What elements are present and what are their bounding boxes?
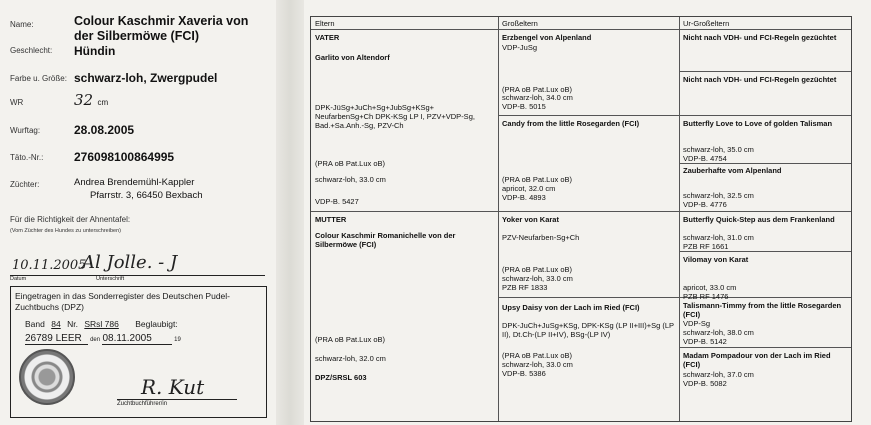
- ggp1: Nicht nach VDH- und FCI-Regeln gezüchtet: [683, 33, 837, 42]
- gp2-hd: (PRA oB Pat.Lux oB): [502, 175, 573, 184]
- ggp4-color: schwarz-loh, 32.5 cm: [683, 191, 754, 200]
- gp3-hd: (PRA oB Pat.Lux oB): [502, 265, 573, 274]
- signature-line: [10, 275, 265, 276]
- birth-label: Wurftag:: [10, 126, 41, 135]
- father-hd: (PRA oB Pat.Lux oB): [315, 159, 386, 168]
- ggp8-color: schwarz-loh, 37.0 cm: [683, 370, 754, 379]
- band-value: 84: [51, 319, 61, 329]
- ggp4-name: Zauberhafte vom Alpenland: [683, 166, 782, 175]
- tattoo-label: Täto.-Nr.:: [10, 153, 44, 162]
- gp3-color: schwarz-loh, 33.0 cm: [502, 274, 573, 283]
- correctness-note: (Vom Züchter des Hundes zu unterschreiben): [10, 228, 121, 234]
- ggp5-name: Butterfly Quick-Step aus dem Frankenland: [683, 215, 835, 224]
- wr-unit: cm: [97, 98, 109, 107]
- mother-hd: (PRA oB Pat.Lux oB): [315, 335, 386, 344]
- mother-label: MUTTER: [315, 215, 347, 224]
- place-line: [25, 333, 260, 344]
- gp4-name: Upsy Daisy von der Lach im Ried (FCI): [502, 303, 640, 312]
- column-divider: [498, 17, 499, 421]
- ggp8-name: Madam Pompadour von der Lach im Ried (FCI): [683, 351, 831, 369]
- gp3-reg: PZB RF 1833: [502, 283, 548, 292]
- ggp3-reg: VDP-B. 4754: [683, 154, 727, 163]
- tattoo-value: 276098100864995: [74, 150, 175, 164]
- header-divider: [311, 29, 851, 30]
- breeder-label: Züchter:: [10, 180, 40, 189]
- gp1-reg: VDP-B. 5015: [502, 102, 546, 111]
- datum-label: Datum: [10, 276, 27, 282]
- dog-name: Colour Kaschmir Xaveria von der Silbermöwe (FCI): [74, 14, 249, 43]
- row-divider: [679, 347, 851, 348]
- gp4-hd: (PRA oB Pat.Lux oB): [502, 351, 573, 360]
- correctness-text: Für die Richtigkeit der Ahnentafel:: [10, 215, 131, 224]
- father-reg: VDP-B. 5427: [315, 197, 359, 206]
- father-titles: DPK-JüSg+JuCh+Sg+JubSg+KSg+ NeufarbenSg+Ch DPK-KSg LP I, PZV+VDP-Sg, Bad.+Sa.Anh.-Sg, PZV-Ch: [315, 103, 475, 130]
- sex-label: Geschlecht:: [10, 46, 53, 55]
- breeder-name: Andrea Brendemühl-Kappler: [74, 177, 195, 188]
- wr-value: 32: [74, 91, 94, 109]
- color-size-label: Farbe u. Größe:: [10, 74, 67, 83]
- page-gap: [276, 0, 304, 425]
- sex-value: Hündin: [74, 44, 116, 58]
- gp4-title: DPK-JuCh+JuSg+KSg, DPK-KSg (LP II+III)+Sg (LP II), Dt.Ch-(LP II+IV), BSg-(LP IV): [502, 321, 674, 339]
- mother-name: Colour Kaschmir Romanichelle von der Silbermöwe (FCI): [315, 231, 456, 249]
- breeder-address: Pfarrstr. 3, 66450 Bexbach: [90, 190, 203, 201]
- ggp7-title: VDP-Sg: [683, 319, 711, 328]
- ggp5-reg: PZB RF 1661: [683, 242, 729, 251]
- mother-color: schwarz-loh, 32.0 cm: [315, 354, 386, 363]
- father-name: Garlito von Altendorf: [315, 53, 390, 62]
- color-size-value: schwarz-loh, Zwergpudel: [74, 71, 218, 85]
- nr-label: Nr.: [67, 319, 78, 329]
- ggp4-reg: VDP-B. 4776: [683, 200, 727, 209]
- sign-date: 10.11.2005: [12, 258, 87, 273]
- register-text: Eingetragen in das Sonderregister des Deutschen Pudel-Zuchtbuchs (DPZ): [15, 291, 230, 312]
- birth-value: 28.08.2005: [74, 123, 135, 137]
- gp1-color: schwarz-loh, 34.0 cm: [502, 93, 573, 102]
- row-divider: [679, 71, 851, 72]
- gp1-name: Erzbengel von Alpenland: [502, 33, 592, 42]
- unterschrift-label: Unterschrift: [96, 276, 125, 282]
- ggp6-color: apricot, 33.0 cm: [683, 283, 737, 292]
- ggp8-reg: VDP-B. 5082: [683, 379, 727, 388]
- parents-divider: [311, 211, 851, 212]
- wr-entry: [74, 91, 108, 110]
- row-divider: [498, 115, 851, 116]
- gp2-color: apricot, 32.0 cm: [502, 184, 556, 193]
- left-page: [0, 0, 276, 425]
- den-value: 08.11.2005: [102, 333, 171, 345]
- gp1-hd: (PRA oB Pat.Lux oB): [502, 85, 573, 94]
- header-grandparents: Großeltern: [502, 19, 538, 28]
- header-parents: Eltern: [315, 19, 335, 28]
- ggp6-reg: PZB RF 1476: [683, 292, 729, 301]
- band-line: [25, 319, 260, 329]
- pedigree-page: [304, 0, 871, 425]
- ggp7-color: schwarz-loh, 38.0 cm: [683, 328, 754, 337]
- gp2-name: Candy from the little Rosegarden (FCI): [502, 119, 640, 128]
- name-label: Name:: [10, 20, 34, 29]
- row-divider: [679, 163, 851, 164]
- ggp7-reg: VDP-B. 5142: [683, 337, 727, 346]
- ggp3-name: Butterfly Love to Love of golden Talisman: [683, 119, 833, 128]
- wr-label: WR: [10, 98, 24, 107]
- gp2-reg: VDP-B. 4893: [502, 193, 546, 202]
- header-great-grandparents: Ur-Großeltern: [683, 19, 730, 28]
- ggp3-color: schwarz-loh, 35.0 cm: [683, 145, 754, 154]
- zbf-label: Zuchtbuchführer/in: [117, 399, 237, 407]
- nr-value: SRsl 786: [84, 319, 119, 329]
- gp1-title: VDP-JuSg: [502, 43, 538, 52]
- gp3-title: PZV-Neufarben-Sg+Ch: [502, 233, 580, 242]
- gp4-reg: VDP-B. 5386: [502, 369, 546, 378]
- den-label: den: [90, 337, 101, 343]
- gp3-name: Yoker von Karat: [502, 215, 559, 224]
- pedigree-table: [310, 16, 852, 422]
- ggp7-name: Talismann-Timmy from the little Rosegarden (FCI): [683, 301, 842, 319]
- registrar-signature: R. Kut: [141, 375, 205, 399]
- band-label: Band: [25, 319, 45, 329]
- register-box: [10, 286, 267, 418]
- gp4-color: schwarz-loh, 33.0 cm: [502, 360, 573, 369]
- father-color: schwarz-loh, 33.0 cm: [315, 175, 386, 184]
- breeder-signature: Al Jolle. - J: [82, 252, 178, 273]
- mother-reg: DPZ/SRSL 603: [315, 373, 367, 382]
- ggp5-color: schwarz-loh, 31.0 cm: [683, 233, 754, 242]
- beglaubigt-label: Beglaubigt:: [135, 319, 178, 329]
- row-divider: [498, 297, 851, 298]
- father-label: VATER: [315, 33, 340, 42]
- ggp6-name: Vilomay von Karat: [683, 255, 749, 264]
- official-seal: [19, 349, 75, 405]
- row-divider: [679, 251, 851, 252]
- column-divider: [679, 17, 680, 421]
- ggp2: Nicht nach VDH- und FCI-Regeln gezüchtet: [683, 75, 837, 84]
- year-suffix: 19: [174, 337, 181, 343]
- place-value: 26789 LEER: [25, 333, 88, 345]
